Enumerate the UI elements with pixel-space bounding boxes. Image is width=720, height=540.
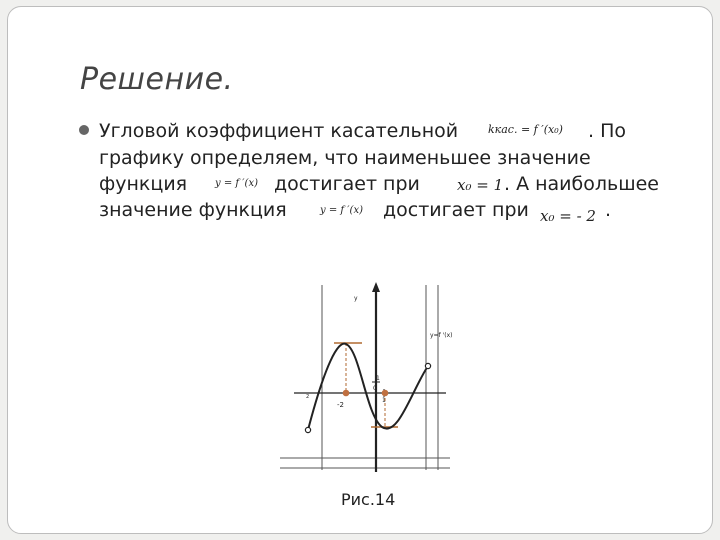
bullet-line-4b: достигает при: [383, 199, 529, 221]
point-x-1: [382, 390, 389, 397]
y-axis-arrow-icon: [372, 282, 380, 292]
label-function: y=f '(x): [430, 332, 453, 339]
label-x-one: 1: [382, 397, 386, 404]
formula-yfx-2: y = f ′(x): [320, 205, 363, 216]
label-origin: 0: [373, 385, 377, 392]
endpoint-left: [305, 427, 310, 432]
label-y-one: 1: [376, 375, 380, 382]
bullet-dot-icon: [79, 125, 89, 135]
slide-title: Решение.: [80, 62, 234, 97]
bullet-line-2: графику определяем, что наименьшее значение: [99, 147, 591, 169]
bullet-line-3a: функция: [99, 173, 188, 195]
label-y-axis: y: [354, 295, 358, 302]
label-left: 2: [306, 394, 310, 400]
formula-slope: kкас. = f ′(x₀): [488, 123, 563, 136]
figure-caption: Рис.14: [341, 490, 396, 509]
point-x-neg2: [343, 390, 350, 397]
bullet-line-3b: достигает при: [274, 173, 420, 195]
formula-x-equals-neg2: x₀ = - 2: [540, 207, 596, 225]
endpoint-right: [425, 363, 430, 368]
formula-yfx-1: y = f ′(x): [215, 178, 258, 189]
formula-x-equals-1: x₀ = 1: [457, 176, 504, 194]
bullet-line-1: Угловой коэффициент касательной: [99, 120, 459, 142]
bullet-line-3c: . А наибольшее: [504, 173, 659, 195]
bullet-line-4c: .: [605, 199, 612, 221]
derivative-graph: [280, 280, 453, 480]
function-curve: [308, 344, 428, 430]
label-neg2: -2: [337, 401, 344, 409]
bullet-line-4a: значение функция: [99, 199, 287, 221]
bullet-line-1-tail: . По: [588, 120, 626, 142]
